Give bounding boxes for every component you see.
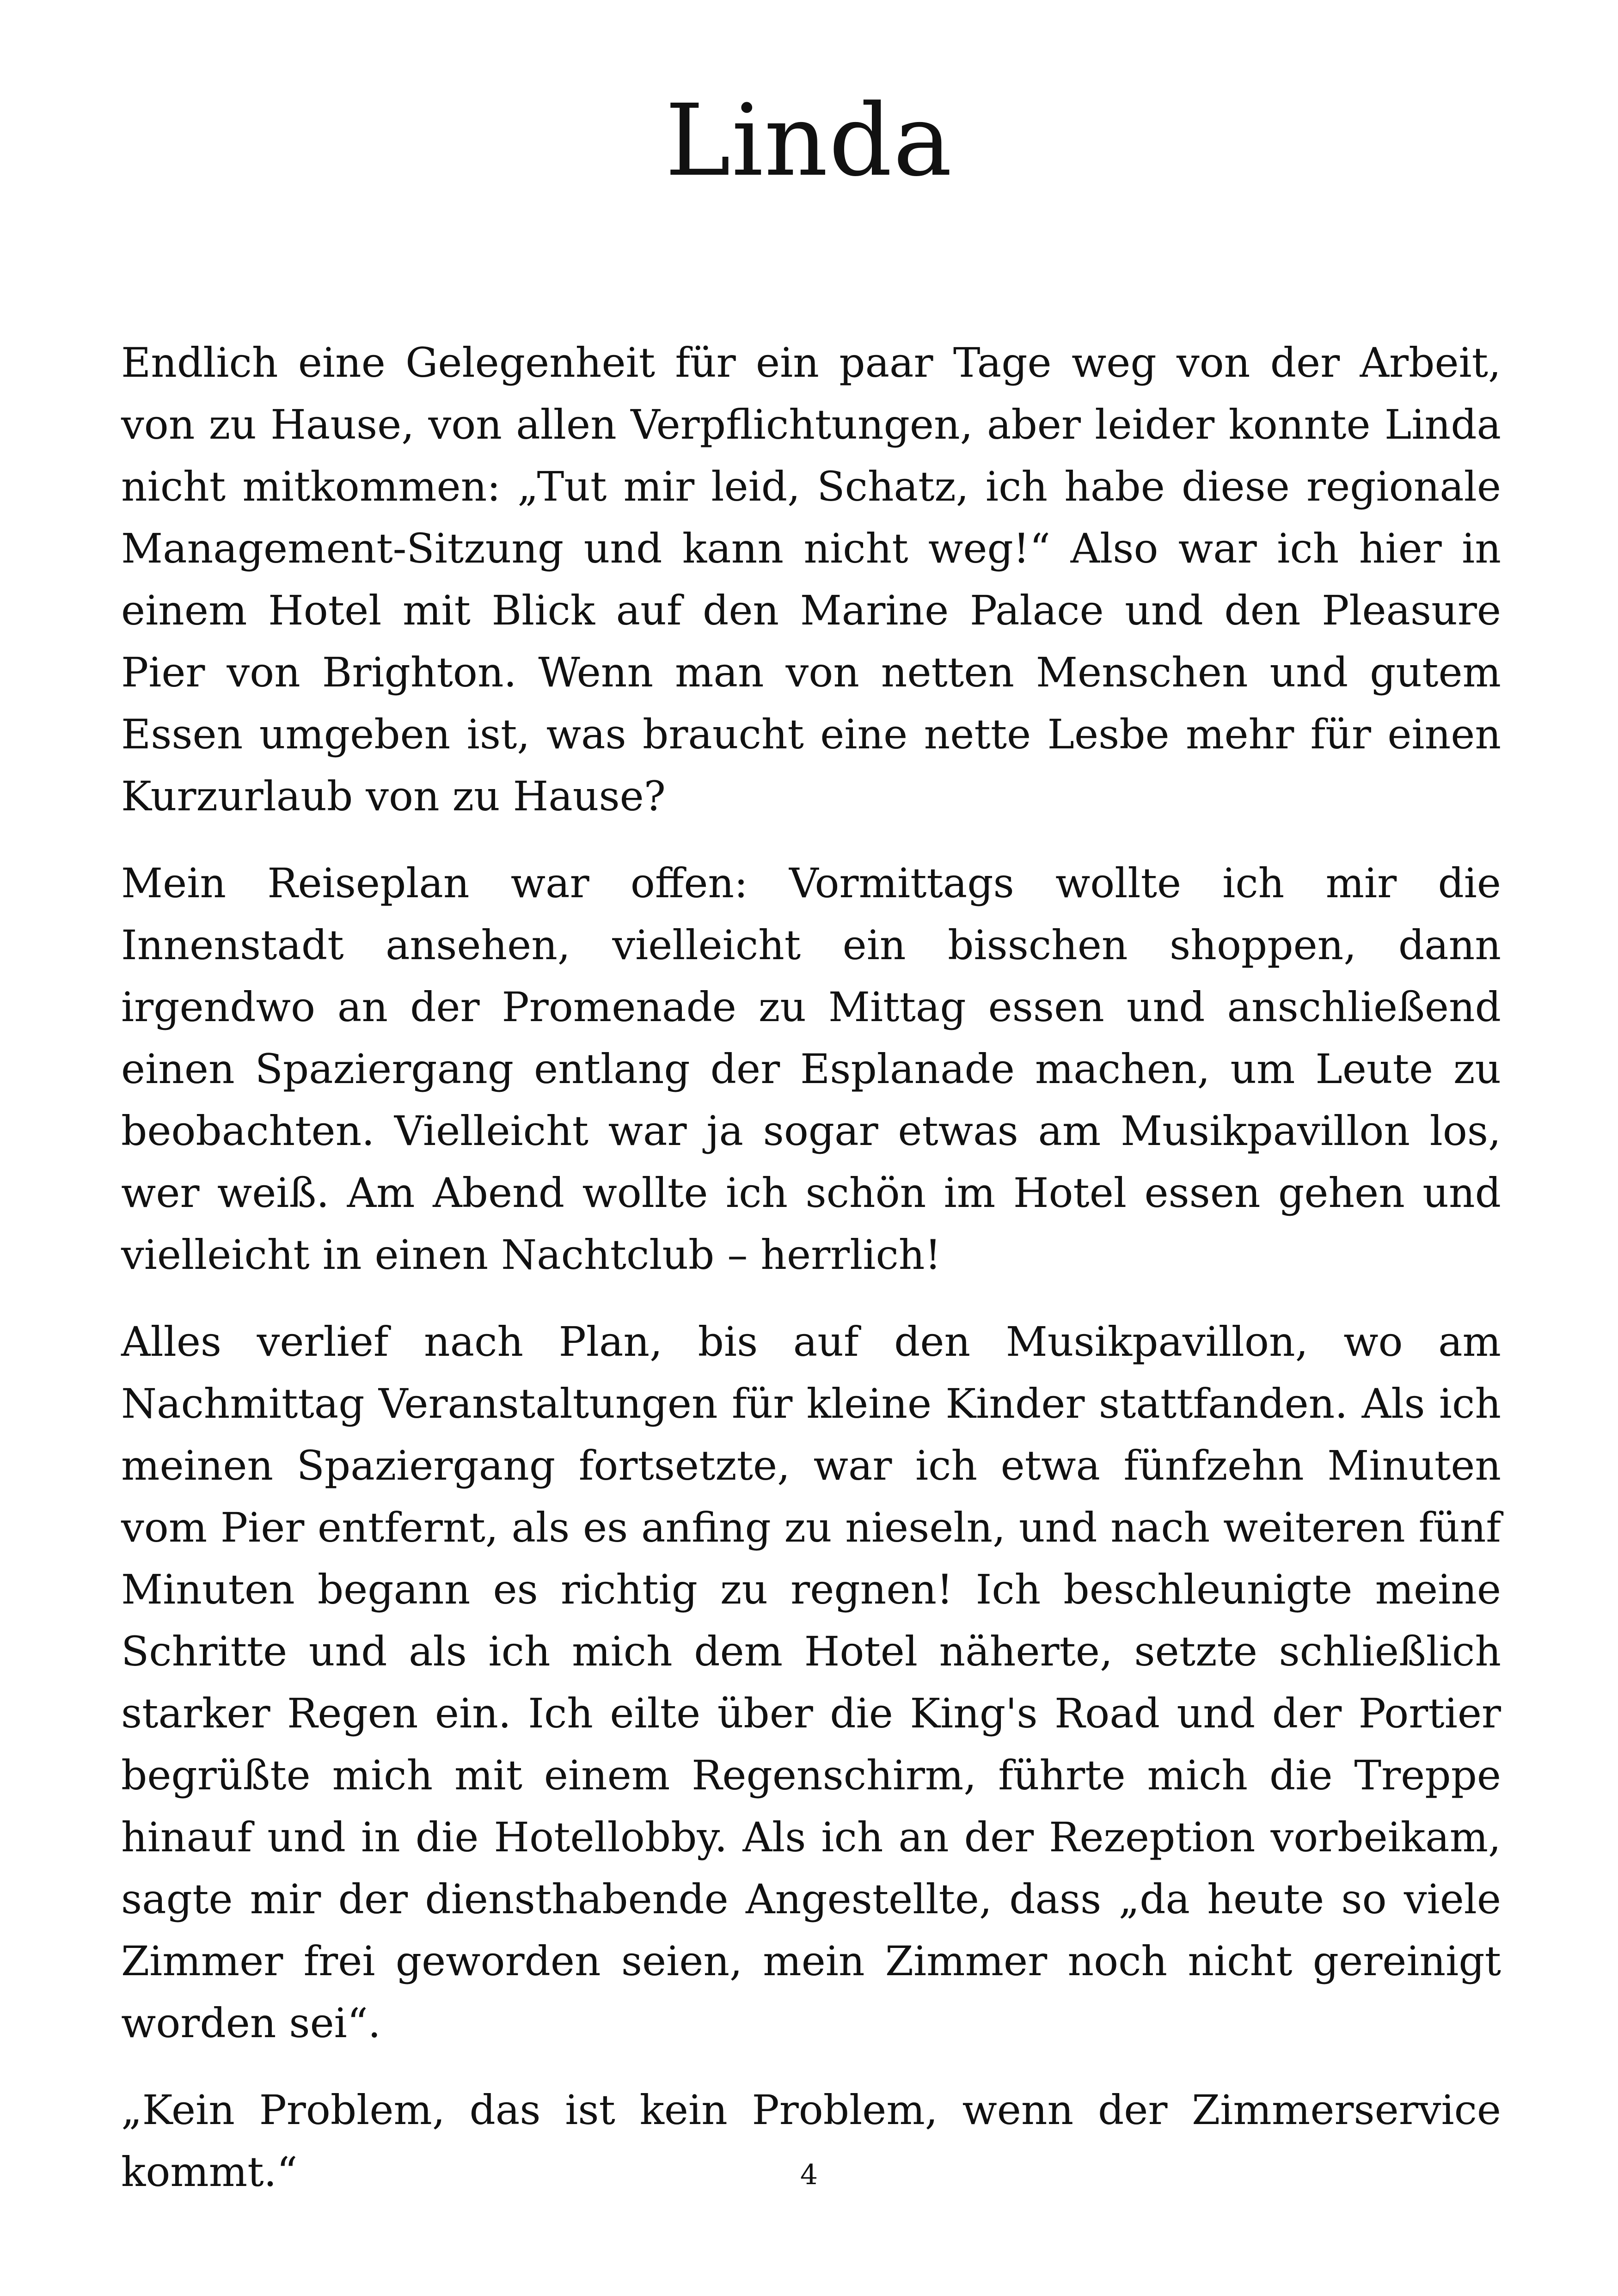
chapter-title: Linda: [665, 83, 953, 198]
paragraph: „Kein Problem, das ist kein Problem, wenn der Zimmerservice kommt.“: [121, 2086, 1501, 2196]
paragraph: Alles verlief nach Plan, bis auf den Musikpavillon, wo am Nachmittag Veranstaltungen für kleine Kinder stattfanden. Als ich meinen Spaziergang fortsetzte, war ich etwa fünfzehn Minuten vom Pier entfernt, als es anfing zu nieseln, und nach weiteren fünf Minuten begann es richtig zu regnen! Ich beschleunigte meine Schritte und als ich mich dem Hotel näherte, setzte schließlich starker Regen ein. Ich eilte über die King's Road und der Portier begrüßte mich mit einem Regenschirm, führte mich die Treppe hinauf und in die Hotellobby. Als ich an der Rezeption vorbeikam, sagte mir der diensthabende Angestellte, dass „da heute so viele Zimmer frei geworden seien, mein Zimmer noch nicht gereinigt worden sei“.: [121, 1318, 1501, 2047]
paragraph: Endlich eine Gelegenheit für ein paar Tage weg von der Arbeit, von zu Hause, von allen Verpflichtungen, aber leider konnte Linda nicht mitkommen: „Tut mir leid, Schatz, ich habe diese regionale Management-Sitzung und kann nicht weg!“ Also war ich hier in einem Hotel mit Blick auf den Marine Palace und den Pleasure Pier von Brighton. Wenn man von netten Menschen und gutem Essen umgeben ist, was braucht eine nette Lesbe mehr für einen Kurzurlaub von zu Hause?: [121, 339, 1501, 820]
paragraph: Mein Reiseplan war offen: Vormittags wollte ich mir die Innenstadt ansehen, vielleicht ein bisschen shoppen, dann irgendwo an der Promenade zu Mittag essen und anschließend einen Spaziergang entlang der Esplanade machen, um Leute zu beobachten. Vielleicht war ja sogar etwas am Musikpavillon los, wer weiß. Am Abend wollte ich schön im Hotel essen gehen und vielleicht in einen Nachtclub – herrlich!: [121, 859, 1501, 1279]
chapter-body: [121, 332, 1501, 2228]
page-number: 4: [800, 2159, 818, 2191]
